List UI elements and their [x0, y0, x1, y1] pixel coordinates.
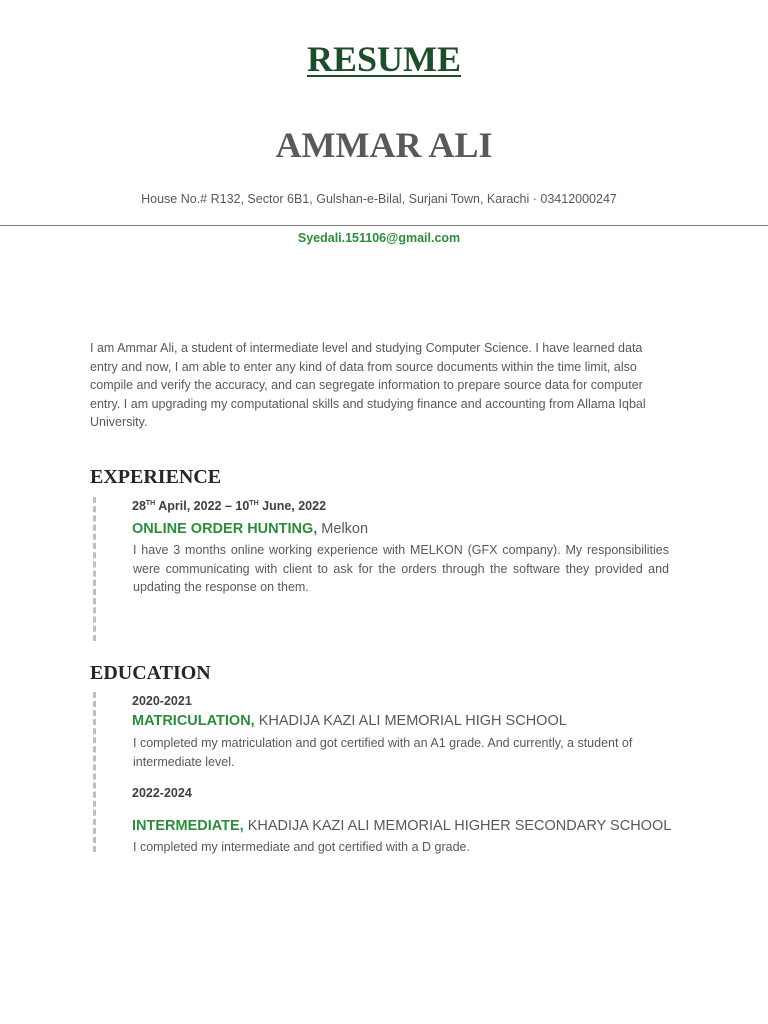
education-timeline-rail — [93, 692, 96, 852]
education-degree: MATRICULATION, — [132, 713, 255, 729]
experience-title — [132, 521, 368, 537]
experience-date: 28TH April, 2022 – 10TH June, 2022 — [132, 499, 327, 513]
experience-timeline-rail — [93, 497, 96, 641]
contact-info: House No.# R132, Sector 6B1, Gulshan-e-Bilal, Surjani Town, Karachi · 03412000247 — [141, 192, 617, 206]
header-divider — [0, 225, 768, 226]
experience-description: I have 3 months online working experience with MELKON (GFX company). My responsibilities were communicating with client to ask for the orders through the software they provided and updating the response on them. — [133, 543, 669, 595]
experience-role: ONLINE ORDER HUNTING, — [132, 521, 318, 537]
education-date: 2022-2024 — [132, 786, 192, 800]
document-title: RESUME — [306, 39, 462, 79]
education-description: I completed my matriculation and got certified with an A1 grade. And currently, a student of intermediate level. — [133, 736, 633, 769]
experience-heading: EXPERIENCE — [90, 466, 222, 488]
person-name: AMMAR ALI — [275, 125, 493, 165]
education-title — [132, 818, 671, 834]
education-description: I completed my intermediate and got certified with a D grade. — [133, 840, 470, 854]
education-heading: EDUCATION — [90, 662, 211, 684]
profile-summary: I am Ammar Ali, a student of intermediate level and studying Computer Science. I have learned data entry and now, I am able to enter any kind of data from source documents within the time limit, also compile and verify the accuracy, and can segregate information to prepare source data for computer entry. I am upgrading my computational skills and studying finance and accounting from Allama Iqbal University. — [90, 341, 646, 430]
experience-organization: Melkon — [317, 521, 369, 537]
education-degree: INTERMEDIATE, — [132, 818, 244, 834]
education-title — [132, 713, 567, 729]
education-school: KHADIJA KAZI ALI MEMORIAL HIGH SCHOOL — [254, 713, 567, 729]
email-address: Syedali.151106@gmail.com — [297, 231, 461, 245]
education-date: 2020-2021 — [132, 694, 192, 708]
education-school: KHADIJA KAZI ALI MEMORIAL HIGHER SECONDARY SCHOOL — [243, 818, 672, 834]
